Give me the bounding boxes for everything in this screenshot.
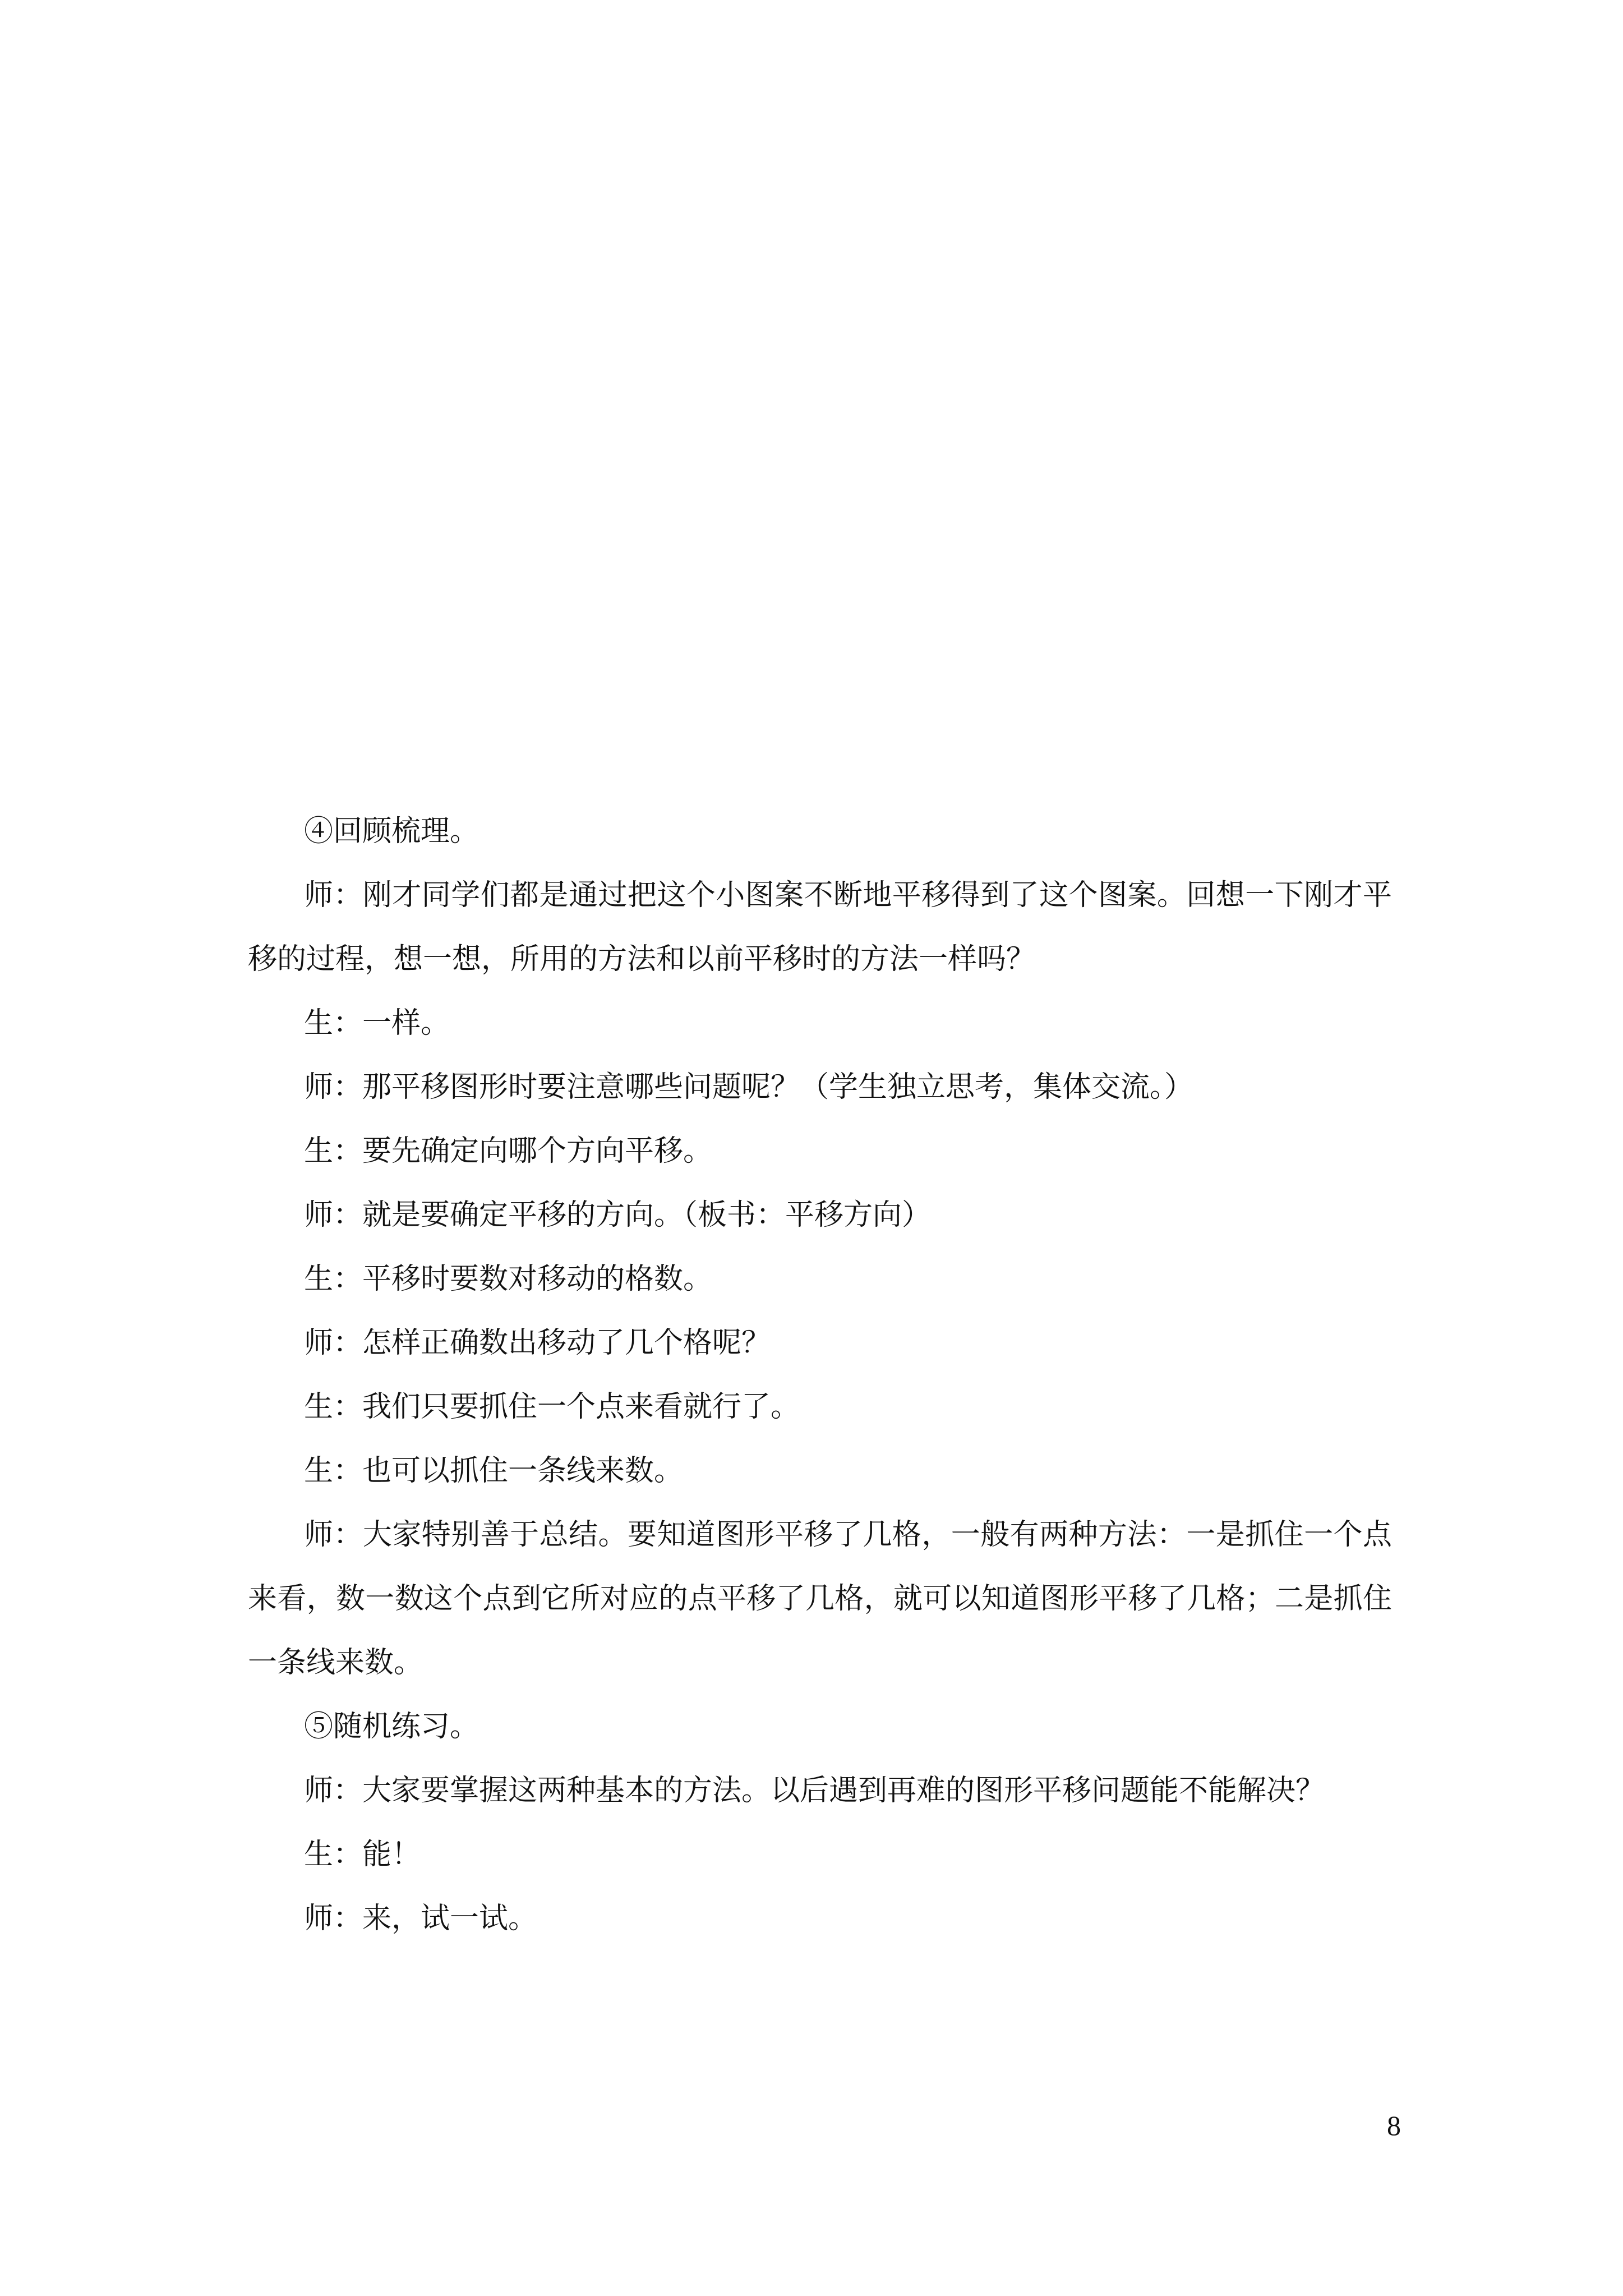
teacher-line: 师：就是要确定平移的方向。（板书：平移方向）	[304, 1198, 932, 1232]
teacher-line: 师：来，试一试。	[304, 1902, 538, 1935]
page-body	[248, 799, 1392, 1950]
student-line: 生：平移时要数对移动的格数。	[304, 1262, 713, 1296]
teacher-line: 师：大家特别善于总结。要知道图形平移了几格，一般有两种方法：一是抓住一个点来看，数一数这个点到它所对应的点平移了几格，就可以知道图形平移了几格；二是抓住一条线来数。	[248, 1518, 1392, 1680]
teacher-line: 师：那平移图形时要注意哪些问题呢？（学生独立思考，集体交流。）	[304, 1070, 1194, 1104]
student-line: 生：要先确定向哪个方向平移。	[304, 1134, 713, 1168]
teacher-line: 师：怎样正确数出移动了几个格呢？	[304, 1326, 771, 1360]
student-line: 生：一样。	[304, 1006, 450, 1040]
teacher-line: 师：大家要掌握这两种基本的方法。以后遇到再难的图形平移问题能不能解决？	[304, 1774, 1325, 1807]
student-line: 生：我们只要抓住一个点来看就行了。	[304, 1390, 800, 1424]
student-line: 生：也可以抓住一条线来数。	[304, 1454, 684, 1488]
section-heading-review: ④回顾梳理。	[304, 815, 479, 848]
section-heading-practice: ⑤随机练习。	[304, 1710, 479, 1743]
student-line: 生：能！	[304, 1838, 421, 1871]
page-number: 8	[1387, 2110, 1401, 2141]
teacher-line: 师：刚才同学们都是通过把这个小图案不断地平移得到了这个图案。回想一下刚才平移的过程，想一想，所用的方法和以前平移时的方法一样吗？	[248, 878, 1392, 976]
